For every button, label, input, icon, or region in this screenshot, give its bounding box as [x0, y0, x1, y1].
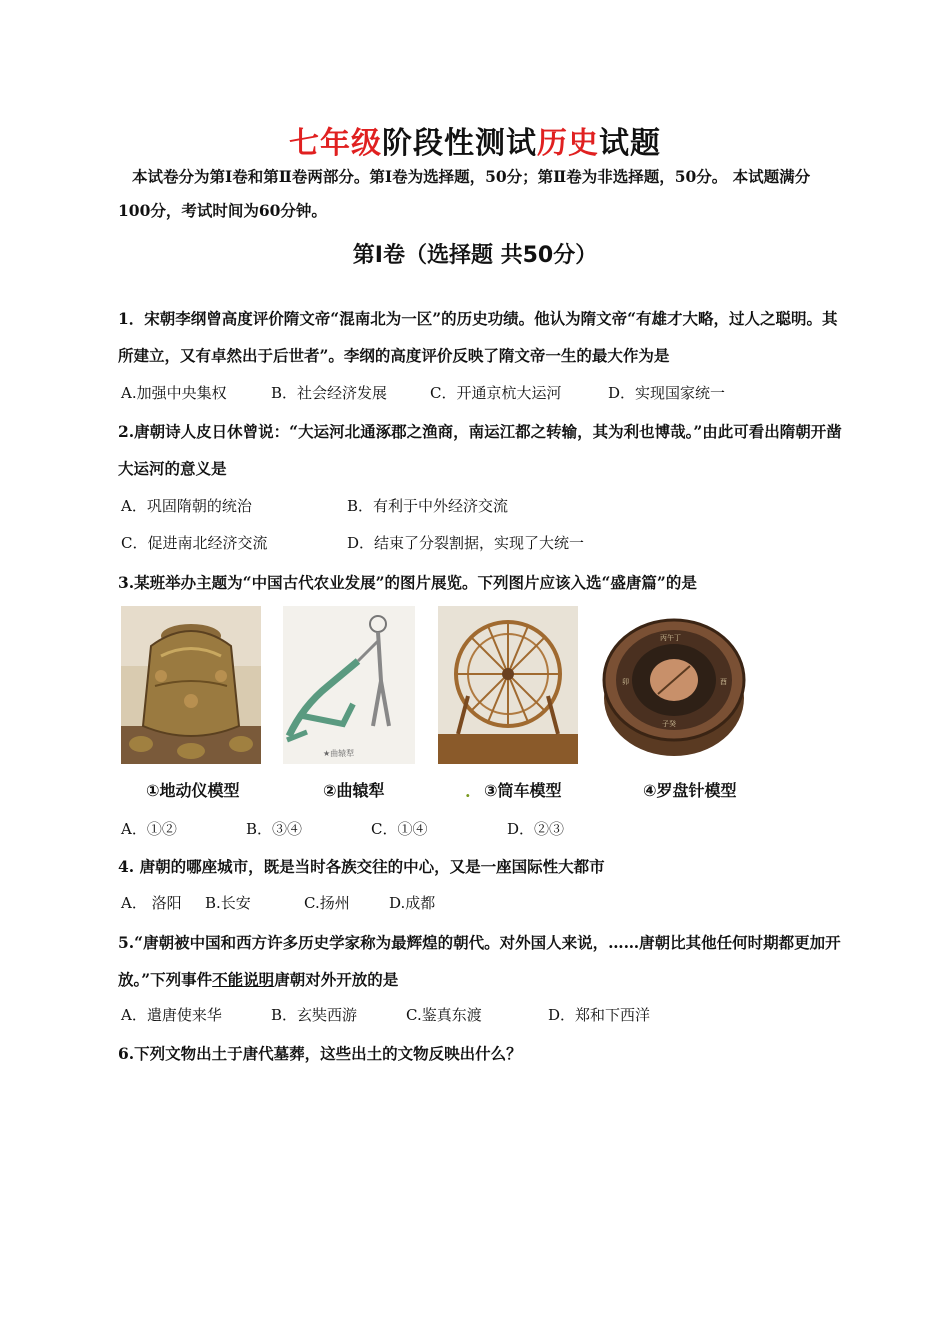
option: B．③④ [246, 820, 303, 838]
caption-plough: ②曲辕犁 [323, 781, 385, 800]
option: A.加强中央集权 [121, 384, 227, 402]
option: B．社会经济发展 [271, 384, 388, 402]
option: C.鉴真东渡 [406, 1006, 482, 1024]
option: C.扬州 [304, 894, 350, 912]
option: D．②③ [507, 820, 565, 838]
section-title: 第Ⅰ卷（选择题 共50分） [352, 243, 598, 268]
caption-seismograph: ①地动仪模型 [146, 781, 240, 800]
caption-compass: ④罗盘针模型 [643, 781, 737, 800]
option: D.成都 [389, 894, 436, 912]
option: A． 洛阳 [121, 894, 182, 912]
compass-image [600, 606, 748, 762]
svg-text:卯: 卯 [622, 678, 629, 686]
curved-plough-image [283, 606, 415, 764]
question-6-stem: 6.下列文物出土于唐代墓葬，这些出土的文物反映出什么？ [118, 1044, 522, 1063]
caption-water-wheel: ③筒车模型 [484, 781, 562, 800]
option: D．郑和下西洋 [548, 1006, 651, 1024]
page-title: 七年级阶段性测试历史试题 [289, 126, 661, 161]
option: A．遣唐使来华 [121, 1006, 222, 1024]
question-5-stem: 5.“唐朝被中国和西方许多历史学家称为最辉煌的朝代。对外国人来说，……唐朝比其他任何时期都更加开放。”下列事件不能说明唐朝对外开放的是 [118, 933, 841, 989]
svg-text:丙午丁: 丙午丁 [660, 634, 681, 642]
svg-text:子癸: 子癸 [662, 720, 676, 728]
option: C．开通京杭大运河 [430, 384, 562, 402]
option: C．促进南北经济交流 [121, 534, 268, 552]
option: C．①④ [371, 820, 428, 838]
question-1-stem: 1．宋朝李纲曾高度评价隋文帝“混南北为一区”的历史功绩。他认为隋文帝“有雄才大略，过人之聪明。其所建立，又有卓然出于后世者”。李纲的高度评价反映了隋文帝一生的最大作为是 [118, 309, 838, 365]
svg-text:★曲辕犁: ★曲辕犁 [323, 749, 355, 758]
water-wheel-image [438, 606, 578, 764]
question-3-stem: 3.某班举办主题为“中国古代农业发展”的图片展览。下列图片应该入选“盛唐篇”的是 [118, 573, 697, 592]
option: B.长安 [205, 894, 251, 912]
option: B．有利于中外经济交流 [347, 497, 509, 515]
option: A．①② [121, 820, 177, 838]
option: D．结束了分裂割据，实现了大统一 [347, 534, 585, 552]
question-2-stem: 2.唐朝诗人皮日休曾说：“大运河北通涿郡之渔商，南运江都之转输，其为利也博哉。”由此可看出隋朝开凿大运河的意义是 [118, 422, 842, 478]
option: A．巩固隋朝的统治 [121, 497, 252, 515]
stray-mark: . [465, 782, 471, 801]
seismograph-image [121, 606, 261, 764]
option: B．玄奘西游 [271, 1006, 358, 1024]
question-4-stem: 4. 唐朝的哪座城市，既是当时各族交往的中心，又是一座国际性大都市 [118, 857, 605, 876]
option: D．实现国家统一 [608, 384, 726, 402]
svg-text:酉: 酉 [720, 678, 727, 686]
exam-intro: 本试卷分为第Ⅰ卷和第Ⅱ卷两部分。第Ⅰ卷为选择题，50分；第Ⅱ卷为非选择题，50分。 本试题满分100分，考试时间为60分钟。 [118, 167, 811, 220]
